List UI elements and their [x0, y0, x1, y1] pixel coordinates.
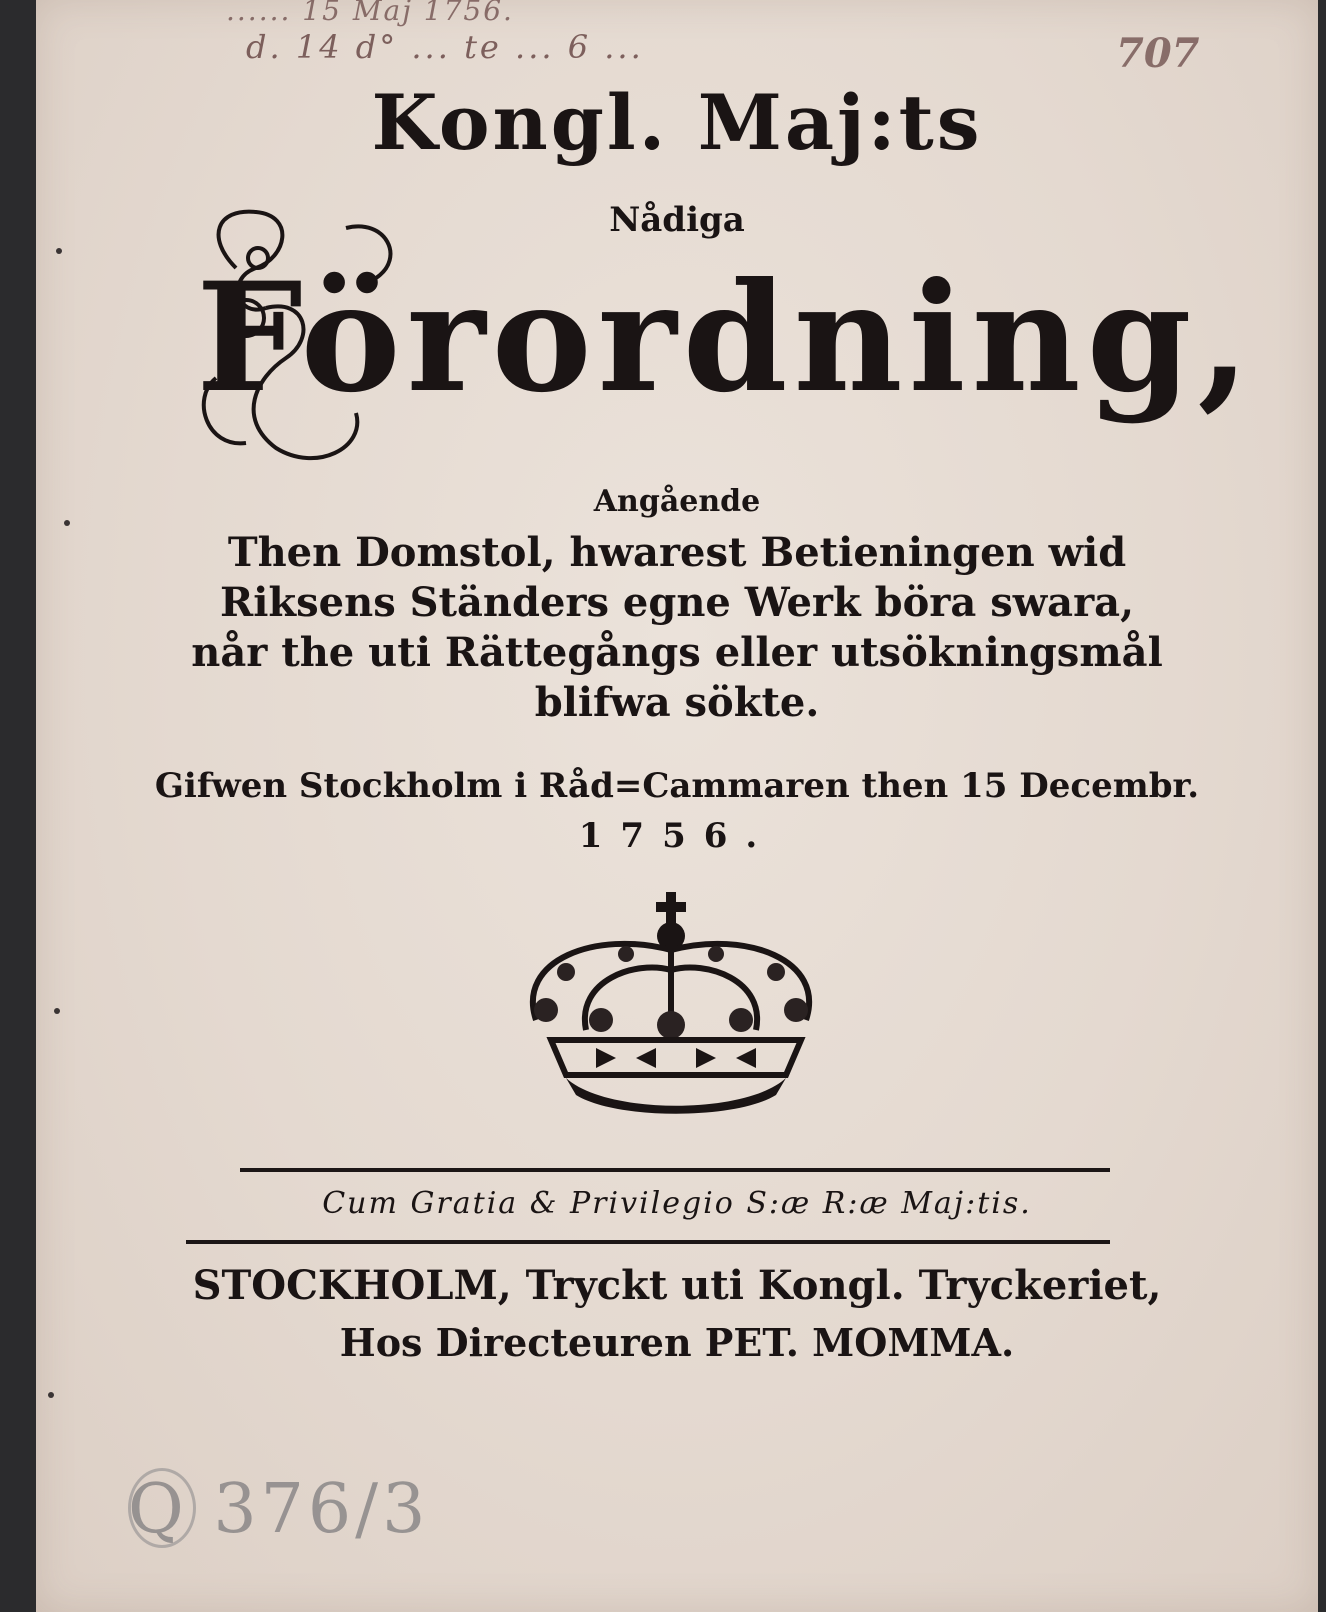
divider-rule — [240, 1168, 1110, 1172]
privilege-line: Cum Gratia & Privilegio S:æ R:æ Maj:tis. — [322, 1186, 1032, 1221]
date-line: Gifwen Stockholm i Råd=Cammaren then 15 Decembr. — [154, 766, 1200, 806]
binding-hole — [54, 1008, 60, 1014]
title-line: Kongl. Maj:ts — [371, 78, 983, 167]
year: 1756. — [578, 816, 776, 856]
subtitle: Nådiga — [609, 200, 745, 240]
binding-hole — [48, 1392, 54, 1398]
handwritten-note-line1: ...... 15 Maj 1756. — [226, 0, 514, 27]
binding-hole — [64, 520, 70, 526]
printer-line-2: Hos Directeuren PET. MOMMA. — [339, 1320, 1015, 1365]
crown-icon — [506, 890, 846, 1120]
divider-rule — [186, 1240, 1110, 1244]
handwritten-note-line2: d. 14 d° ... te ... 6 ... — [246, 28, 644, 66]
description-text: Then Domstol, hwarest Betieningen wid Riksens Ständers egne Werk böra swara, når the uti Rättegångs eller utsökningsmål blifwa sökte. — [191, 529, 1163, 726]
handwritten-number: 707 — [1116, 30, 1200, 77]
printer-line-1: STOCKHOLM, Tryckt uti Kongl. Tryckeriet, — [192, 1262, 1162, 1309]
document-page — [36, 0, 1318, 1612]
binding-hole — [56, 248, 62, 254]
main-title: Förordning, — [196, 250, 1256, 426]
pencil-shelfmark: Q 376/3 — [128, 1470, 430, 1549]
angaende-label: Angående — [593, 484, 761, 519]
